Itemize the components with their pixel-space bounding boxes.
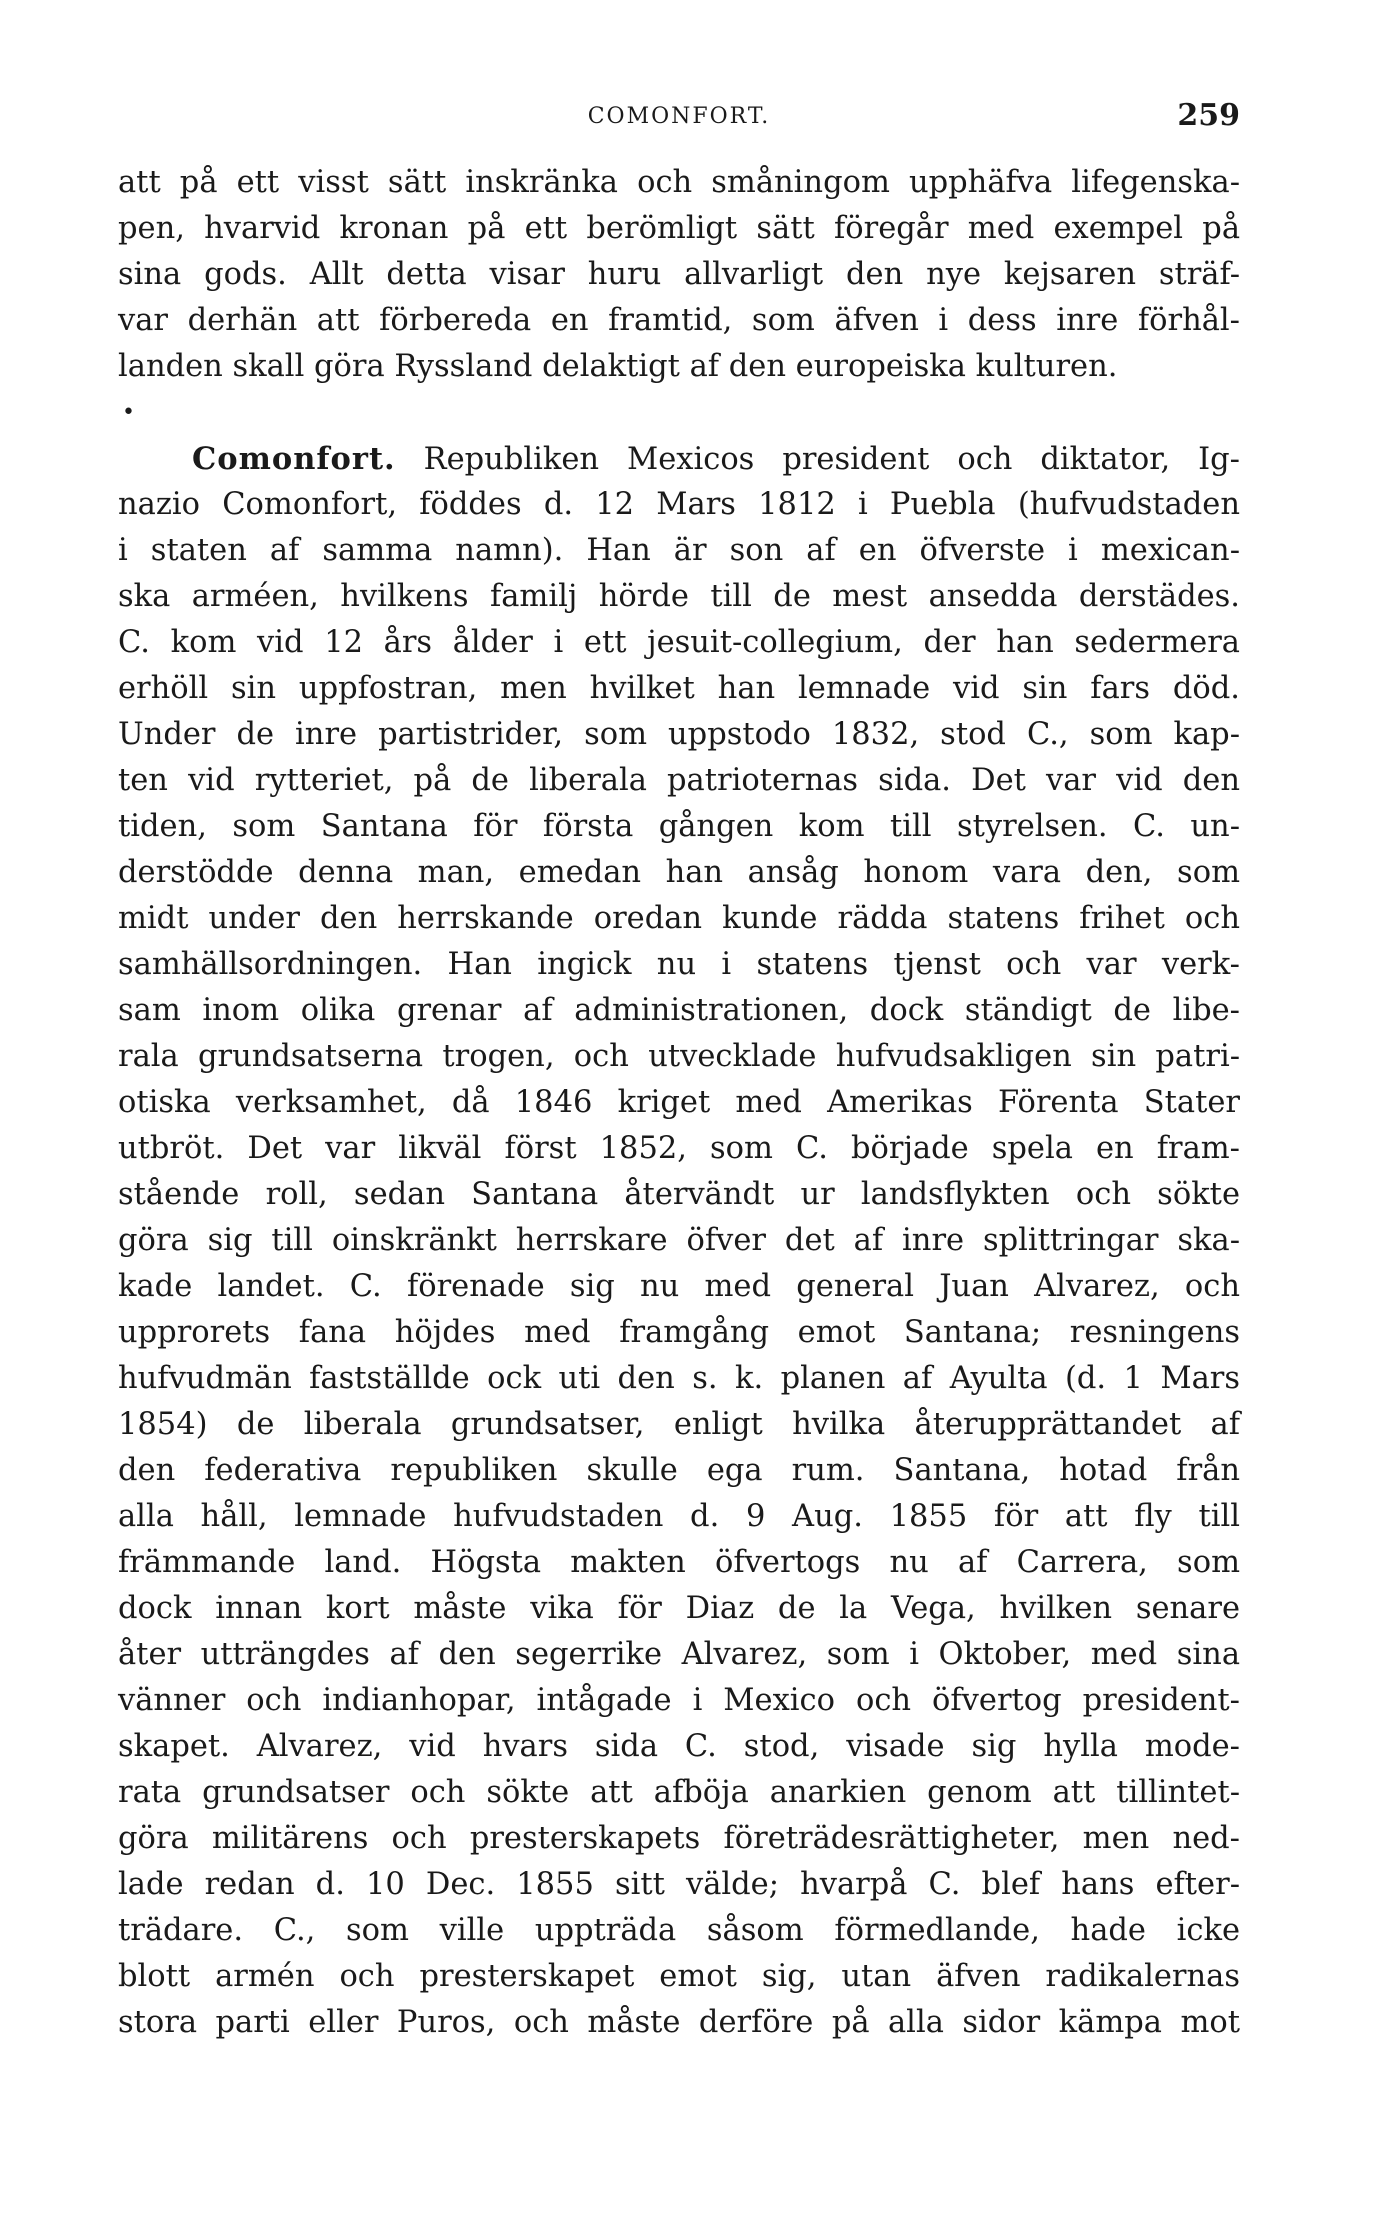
text-line: skapet. Alvarez, vid hvars sida C. stod, visade sig hylla mode- <box>118 1729 1240 1764</box>
text-line: göra sig till oinskränkt herrskare öfver det af inre splittringar ska- <box>118 1223 1240 1258</box>
text-line: att på ett visst sätt inskränka och småningom upphäfva lifegenska- <box>118 165 1240 200</box>
text-line: erhöll sin uppfostran, men hvilket han lemnade vid sin fars död. <box>118 671 1240 706</box>
paragraph-1 <box>118 160 1240 390</box>
text-line: landen skall göra Ryssland delaktigt af den europeiska kulturen. <box>118 349 1118 384</box>
body-text <box>118 160 1240 2046</box>
text-line: trädare. C., som ville uppträda såsom förmedlande, hade icke <box>118 1913 1240 1948</box>
text-line: dock innan kort måste vika för Diaz de la Vega, hvilken senare <box>118 1591 1240 1626</box>
text-line: Under de inre partistrider, som uppstodo 1832, stod C., som kap- <box>118 717 1240 752</box>
text-line: ska arméen, hvilkens familj hörde till de mest ansedda derstädes. <box>118 579 1240 614</box>
running-head <box>118 98 1240 138</box>
article-first-line <box>118 436 1240 482</box>
page-number: 259 <box>1177 98 1240 133</box>
text-line: sina gods. Allt detta visar huru allvarligt den nye kejsaren sträf- <box>118 257 1240 292</box>
text-line: tiden, som Santana för första gången kom till styrelsen. C. un- <box>118 809 1240 844</box>
text-line: stora parti eller Puros, och måste derföre på alla sidor kämpa mot <box>118 2005 1240 2040</box>
text-line: var derhän att förbereda en framtid, som äfven i dess inre förhål- <box>118 303 1240 338</box>
text-line: upprorets fana höjdes med framgång emot Santana; resningens <box>118 1315 1240 1350</box>
text-line: hufvudmän fastställde ock uti den s. k. planen af Ayulta (d. 1 Mars <box>118 1361 1240 1396</box>
text-line: otiska verksamhet, då 1846 kriget med Amerikas Förenta Stater <box>118 1085 1240 1120</box>
text-line: pen, hvarvid kronan på ett berömligt sätt föregår med exempel på <box>118 211 1240 246</box>
text-line: rala grundsatserna trogen, och utvecklade hufvudsakligen sin patri- <box>118 1039 1240 1074</box>
text-line: blott armén och presterskapet emot sig, utan äfven radikalernas <box>118 1959 1240 1994</box>
bullet-mark: • <box>122 400 135 425</box>
article-headword: Comonfort. <box>192 441 396 477</box>
text-line: göra militärens och presterskapets företrädesrättigheter, men ned- <box>118 1821 1240 1856</box>
text-line: sam inom olika grenar af administrationen, dock ständigt de libe- <box>118 993 1240 1028</box>
text-line: kade landet. C. förenade sig nu med general Juan Alvarez, och <box>118 1269 1240 1304</box>
text-line: åter utträngdes af den segerrike Alvarez, som i Oktober, med sina <box>118 1637 1240 1672</box>
text-line: midt under den herrskande oredan kunde rädda statens frihet och <box>118 901 1240 936</box>
text-line: vänner och indianhopar, intågade i Mexico och öfvertog president- <box>118 1683 1240 1718</box>
text-line: i staten af samma namn). Han är son af en öfverste i mexican- <box>118 533 1240 568</box>
text-line: rata grundsatser och sökte att afböja anarkien genom att tillintet- <box>118 1775 1240 1810</box>
article-comonfort <box>118 436 1240 2046</box>
running-title: COMONFORT. <box>587 104 771 129</box>
text-line: alla håll, lemnade hufvudstaden d. 9 Aug. 1855 för att fly till <box>118 1499 1240 1534</box>
text-line: derstödde denna man, emedan han ansåg honom vara den, som <box>118 855 1240 890</box>
text-line: nazio Comonfort, föddes d. 12 Mars 1812 i Puebla (hufvudstaden <box>118 487 1240 522</box>
text-line: stående roll, sedan Santana återvändt ur landsflykten och sökte <box>118 1177 1240 1212</box>
text-line: lade redan d. 10 Dec. 1855 sitt välde; hvarpå C. blef hans efter- <box>118 1867 1240 1902</box>
text-line: samhällsordningen. Han ingick nu i statens tjenst och var verk- <box>118 947 1240 982</box>
text-line: C. kom vid 12 års ålder i ett jesuit-collegium, der han sedermera <box>118 625 1240 660</box>
text-line: ten vid rytteriet, på de liberala patrioternas sida. Det var vid den <box>118 763 1240 798</box>
text-line: utbröt. Det var likväl först 1852, som C. började spela en fram- <box>118 1131 1240 1166</box>
text-line: främmande land. Högsta makten öfvertogs nu af Carrera, som <box>118 1545 1240 1580</box>
article-first-line-text: Republiken Mexicos president och diktator, Ig- <box>423 442 1240 477</box>
text-line: 1854) de liberala grundsatser, enligt hvilka återupprättandet af <box>118 1407 1240 1442</box>
text-line: den federativa republiken skulle ega rum. Santana, hotad från <box>118 1453 1240 1488</box>
